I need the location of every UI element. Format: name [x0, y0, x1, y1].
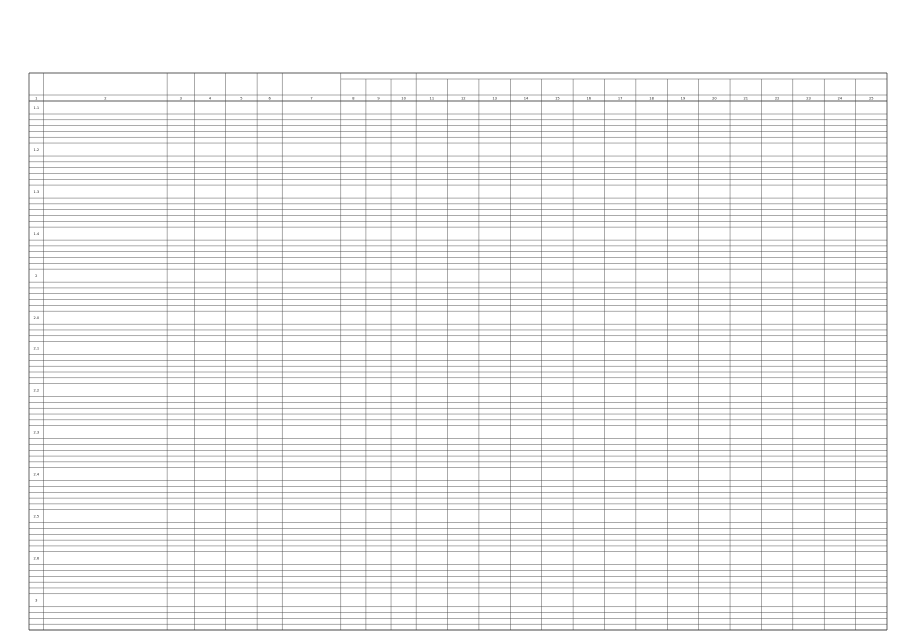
column-number: 16 [586, 96, 592, 101]
section-number: 1.1 [33, 105, 40, 110]
column-number: 25 [869, 96, 874, 101]
section-number: 2.0 [33, 315, 40, 320]
column-number: 8 [352, 96, 355, 101]
column-number: 15 [555, 96, 560, 101]
section-number: 1.4 [33, 231, 40, 236]
column-number: 23 [806, 96, 811, 101]
table-background [29, 73, 887, 630]
budget-table-sheet [28, 72, 888, 632]
section-number: 1.2 [33, 147, 40, 152]
column-number: 4 [208, 96, 212, 101]
column-number: 10 [401, 96, 406, 101]
column-number: 1 [35, 96, 38, 101]
column-number: 5 [240, 96, 243, 101]
section-number: 2.1 [33, 346, 40, 351]
column-number: 17 [617, 96, 623, 101]
column-number: 20 [712, 96, 717, 101]
section-number: 2.5 [33, 514, 40, 519]
column-number: 9 [377, 96, 380, 101]
section-number: 2.4 [33, 472, 40, 477]
column-number: 7 [310, 96, 313, 101]
section-number: 1.3 [33, 189, 40, 194]
column-number: 14 [523, 96, 529, 101]
section-number: 2.6 [33, 556, 40, 561]
column-number: 2 [104, 96, 107, 101]
column-number: 19 [680, 96, 686, 101]
column-number: 24 [837, 96, 843, 101]
column-number: 11 [429, 96, 435, 101]
section-number: 3 [35, 598, 38, 603]
section-number: 2.3 [33, 430, 40, 435]
column-number: 13 [492, 96, 497, 101]
column-number: 21 [743, 96, 749, 101]
section-number: 2 [35, 273, 38, 278]
column-number: 3 [179, 96, 182, 101]
column-number: 22 [774, 96, 780, 101]
column-number: 18 [649, 96, 654, 101]
section-number: 2.2 [33, 388, 40, 393]
budget-table [28, 72, 888, 632]
column-number: 12 [460, 96, 466, 101]
column-number: 6 [268, 96, 271, 101]
